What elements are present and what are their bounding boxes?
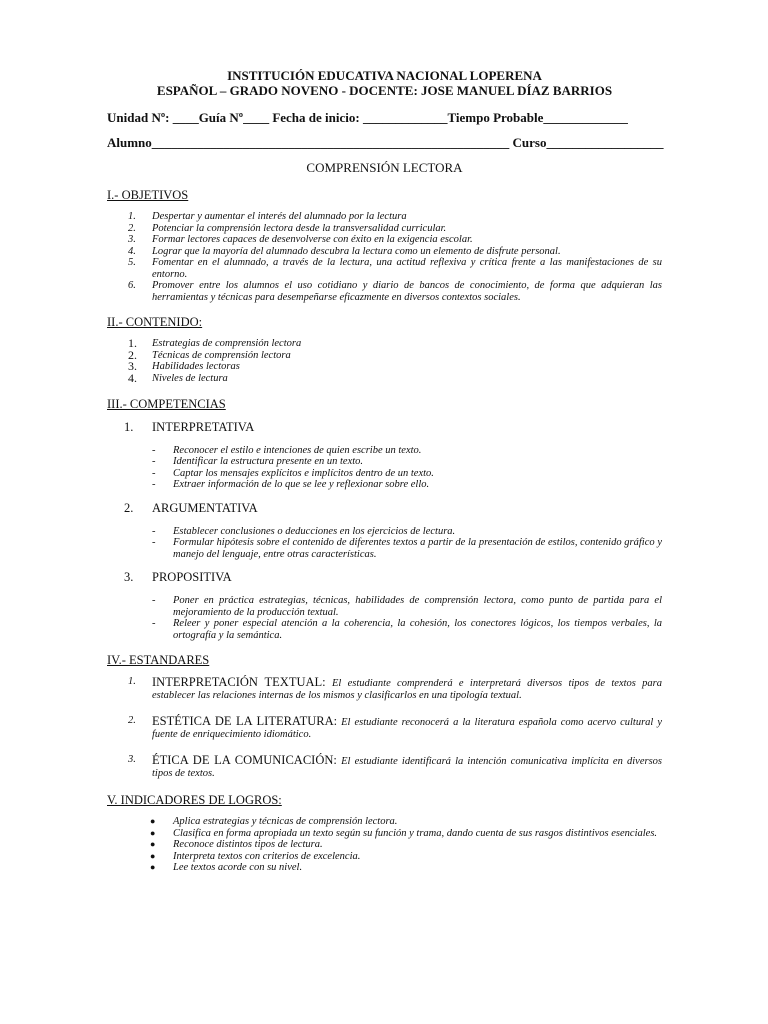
indicadores-list bbox=[107, 816, 662, 874]
dash-marker: - bbox=[152, 595, 156, 607]
item-number: 1. bbox=[128, 336, 137, 350]
competencia-heading bbox=[124, 501, 662, 516]
item-text: Técnicas de comprensión lectora bbox=[152, 349, 291, 361]
list-item bbox=[107, 373, 662, 385]
bullet-icon: ● bbox=[150, 816, 156, 827]
item-text: Formar lectores capaces de desenvolverse con éxito en la exigencia escolar. bbox=[152, 234, 473, 245]
list-item bbox=[107, 234, 662, 246]
estandar-item bbox=[107, 676, 662, 702]
dash-marker: - bbox=[152, 537, 156, 549]
list-item bbox=[107, 246, 662, 258]
dash-marker: - bbox=[152, 456, 156, 468]
item-text: Clasifica en forma apropiada un texto según su función y trama, dando cuenta de sus rasgos distintivos esenciales. bbox=[173, 827, 658, 839]
competencia-label: PROPOSITIVA bbox=[152, 570, 232, 585]
list-item bbox=[107, 828, 662, 840]
item-number: 1. bbox=[128, 676, 136, 688]
item-text: Habilidades lectoras bbox=[152, 361, 240, 373]
section-heading-objetivos: I.- OBJETIVOS bbox=[107, 188, 189, 202]
bullet-icon: ● bbox=[150, 850, 156, 861]
item-text: Estrategias de comprensión lectora bbox=[152, 338, 302, 349]
list-item bbox=[107, 257, 662, 280]
item-number: 4. bbox=[128, 371, 137, 386]
item-text: Poner en práctica estrategias, técnicas, habilidades de comprensión lectora, como punto de partida para el mejoramiento de la producción textual. bbox=[173, 595, 662, 618]
estandar-item bbox=[107, 754, 662, 780]
estandar-text: El estudiante comprenderá e interpretará diversos tipos de textos para establecer las relaciones internas de los mismos y clasificarlos en una tipología textual. bbox=[152, 678, 663, 702]
item-number: 3. bbox=[128, 234, 136, 245]
estandar-label: ESTÉTICA DE LA LITERATURA: bbox=[152, 714, 338, 729]
list-item bbox=[107, 223, 662, 235]
competencia-number: 1. bbox=[124, 419, 134, 434]
section-heading-estandares: IV.- ESTANDARES bbox=[107, 653, 210, 668]
form-fields-student-line: Alumno_______________________________________________________ Curso__________________ bbox=[107, 135, 664, 150]
dash-marker: - bbox=[152, 479, 156, 491]
item-text: Aplica estrategias y técnicas de comprensión lectora. bbox=[173, 816, 398, 828]
item-text: Reconoce distintos tipos de lectura. bbox=[173, 839, 323, 851]
competencia-items bbox=[107, 595, 662, 641]
competencia-heading bbox=[124, 420, 662, 435]
item-text: Interpreta textos con criterios de excelencia. bbox=[173, 850, 361, 862]
competencia-number: 2. bbox=[124, 500, 134, 515]
item-text: Despertar y aumentar el interés del alumnado por la lectura bbox=[152, 211, 407, 222]
item-text: Captar los mensajes explícitos e implícitos dentro de un texto. bbox=[173, 467, 434, 479]
bullet-icon: ● bbox=[150, 862, 156, 873]
list-item bbox=[107, 347, 662, 362]
section-heading-contenido: II.- CONTENIDO: bbox=[107, 315, 203, 329]
list-item bbox=[107, 445, 662, 457]
form-fields-unit-line: Unidad Nº: ____Guía Nº____ Fecha de inicio: _____________Tiempo Probable_____________ bbox=[107, 110, 628, 125]
competencia-label: ARGUMENTATIVA bbox=[152, 500, 258, 515]
dash-marker: - bbox=[152, 444, 156, 456]
bullet-icon: ● bbox=[150, 827, 156, 838]
list-item bbox=[107, 595, 662, 618]
dash-marker: - bbox=[152, 467, 156, 479]
document-page bbox=[107, 68, 662, 874]
list-item bbox=[107, 839, 662, 851]
item-number: 6. bbox=[128, 280, 136, 291]
item-text: Extraer información de lo que se lee y reflexionar sobre ello. bbox=[173, 479, 430, 491]
list-item bbox=[107, 618, 662, 641]
list-item bbox=[107, 211, 662, 223]
estandar-text: El estudiante identificará la intención comunicativa implícita en diversos tipos de textos. bbox=[152, 756, 663, 780]
item-text: Releer y poner especial atención a la coherencia, la cohesión, los conectores lógicos, los tiempos verbales, la ortografía y la semántica. bbox=[173, 618, 662, 641]
item-number: 5. bbox=[128, 257, 136, 268]
item-number: 2. bbox=[128, 222, 136, 234]
list-item bbox=[107, 338, 662, 350]
item-number: 4. bbox=[128, 245, 136, 257]
list-item bbox=[107, 816, 662, 828]
course-subtitle: ESPAÑOL – GRADO NOVENO - DOCENTE: JOSE MANUEL DÍAZ BARRIOS bbox=[156, 83, 613, 98]
item-text: Establecer conclusiones o deducciones en los ejercicios de lectura. bbox=[173, 525, 456, 537]
competencia-argumentativa bbox=[107, 501, 662, 561]
competencia-propositiva bbox=[107, 570, 662, 641]
item-text: Lograr que la mayoría del alumnado descubra la lectura como un elemento de disfrute personal. bbox=[152, 245, 561, 257]
item-text: Niveles de lectura bbox=[152, 373, 228, 385]
estandar-label: INTERPRETACIÓN TEXTUAL: bbox=[152, 675, 326, 690]
item-number: 2. bbox=[128, 715, 136, 727]
section-heading-competencias: III.- COMPETENCIAS bbox=[107, 396, 226, 411]
institution-title: INSTITUCIÓN EDUCATIVA NACIONAL LOPERENA bbox=[227, 68, 542, 83]
item-text: Reconocer el estilo e intenciones de quien escribe un texto. bbox=[173, 444, 422, 456]
item-number: 2. bbox=[128, 347, 137, 362]
list-item bbox=[107, 479, 662, 491]
contenido-list bbox=[107, 338, 662, 385]
list-item bbox=[107, 851, 662, 863]
estandar-label: ÉTICA DE LA COMUNICACIÓN: bbox=[152, 753, 337, 768]
list-item bbox=[107, 526, 662, 538]
item-number: 3. bbox=[128, 754, 136, 766]
item-text: Promover entre los alumnos el uso cotidiano y diario de bancos de conocimiento, de forma que adquieran las herramientas y técnicas para desempeñarse eficazmente en diversos contextos sociales. bbox=[152, 280, 662, 303]
competencia-interpretativa bbox=[107, 420, 662, 491]
competencia-heading bbox=[124, 570, 662, 585]
competencia-items bbox=[107, 526, 662, 561]
competencia-label: INTERPRETATIVA bbox=[152, 419, 255, 434]
item-text: Formular hipótesis sobre el contenido de diferentes textos a partir de la presentación de estilos, contenido gráfico y manejo del lenguaje, entre otras características. bbox=[173, 537, 662, 560]
document-title: COMPRENSIÓN LECTORA bbox=[306, 160, 463, 175]
item-text: Fomentar en el alumnado, a través de la lectura, una actitud reflexiva y crítica frente a las manifestaciones de su entorno. bbox=[152, 257, 662, 280]
list-item bbox=[107, 456, 662, 468]
estandar-text: El estudiante reconocerá a la literatura española como acervo cultural y fuente de enriquecimiento idiomático. bbox=[152, 717, 663, 741]
item-text: Lee textos acorde con su nivel. bbox=[173, 862, 303, 874]
dash-marker: - bbox=[152, 618, 156, 630]
section-heading-indicadores: V. INDICADORES DE LOGROS: bbox=[107, 793, 282, 808]
item-number: 3. bbox=[128, 359, 137, 374]
list-item bbox=[107, 468, 662, 480]
bullet-icon: ● bbox=[150, 839, 156, 850]
estandar-item bbox=[107, 715, 662, 741]
list-item bbox=[107, 862, 662, 874]
item-text: Potenciar la comprensión lectora desde la transversalidad curricular. bbox=[152, 222, 447, 234]
dash-marker: - bbox=[152, 525, 156, 537]
list-item bbox=[107, 280, 662, 303]
competencia-number: 3. bbox=[124, 570, 134, 585]
objetivos-list bbox=[107, 211, 662, 303]
list-item bbox=[107, 537, 662, 560]
competencia-items bbox=[107, 445, 662, 491]
list-item bbox=[107, 361, 662, 373]
item-number: 1. bbox=[128, 211, 136, 222]
item-text: Identificar la estructura presente en un texto. bbox=[173, 456, 364, 468]
